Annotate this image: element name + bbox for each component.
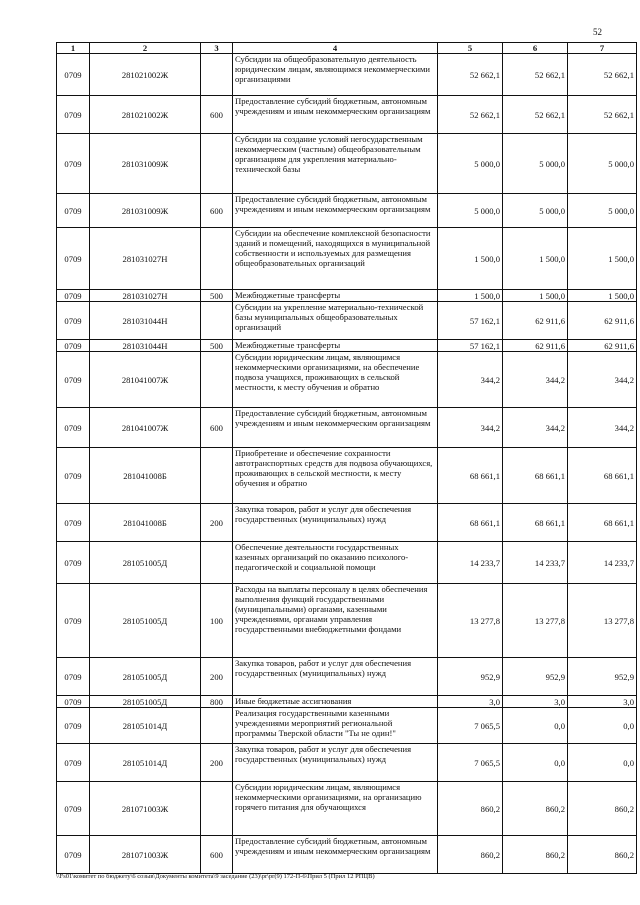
header-col-1: 1 [57, 43, 90, 54]
cell-c3: 500 [201, 340, 233, 352]
cell-c6: 68 661,1 [503, 504, 568, 542]
cell-c5: 344,2 [438, 408, 503, 448]
cell-c5: 5 000,0 [438, 134, 503, 194]
cell-c4: Межбюджетные трансферты [233, 290, 438, 302]
table-row [57, 302, 637, 340]
table-row [57, 352, 637, 408]
cell-c4: Субсидии юридическим лицам, являющимся некоммерческими организациями, на обеспечение подвоза учащихся, проживающих в сельской местности, к месту обучения и обратно [233, 352, 438, 408]
cell-c2: 281031027Н [90, 290, 201, 302]
cell-c7: 860,2 [568, 782, 637, 836]
cell-c1: 0709 [57, 408, 90, 448]
cell-c7: 0,0 [568, 744, 637, 782]
cell-c4: Предоставление субсидий бюджетным, автономным учреждениям и иным некоммерческим организациям [233, 408, 438, 448]
cell-c2: 281051005Д [90, 658, 201, 696]
cell-c2: 281051014Д [90, 708, 201, 744]
cell-c1: 0709 [57, 352, 90, 408]
cell-c1: 0709 [57, 290, 90, 302]
header-col-2: 2 [90, 43, 201, 54]
table-row [57, 744, 637, 782]
cell-c3 [201, 448, 233, 504]
cell-c3 [201, 708, 233, 744]
cell-c5: 1 500,0 [438, 228, 503, 290]
cell-c4: Расходы на выплаты персоналу в целях обеспечения выполнения функций государственными (муниципальными) органами, казенными учреждениями, органами управления государственными внебюджетными фондами [233, 584, 438, 658]
cell-c6: 52 662,1 [503, 54, 568, 96]
table-row [57, 228, 637, 290]
cell-c3: 600 [201, 194, 233, 228]
cell-c3: 200 [201, 744, 233, 782]
header-col-6: 6 [503, 43, 568, 54]
cell-c6: 0,0 [503, 708, 568, 744]
cell-c7: 3,0 [568, 696, 637, 708]
cell-c1: 0709 [57, 658, 90, 696]
cell-c3 [201, 782, 233, 836]
cell-c4: Закупка товаров, работ и услуг для обеспечения государственных (муниципальных) нужд [233, 744, 438, 782]
cell-c1: 0709 [57, 448, 90, 504]
cell-c3 [201, 352, 233, 408]
cell-c7: 68 661,1 [568, 448, 637, 504]
cell-c3: 500 [201, 290, 233, 302]
cell-c7: 952,9 [568, 658, 637, 696]
table-row [57, 290, 637, 302]
table-row [57, 658, 637, 696]
cell-c1: 0709 [57, 836, 90, 874]
cell-c1: 0709 [57, 708, 90, 744]
cell-c4: Иные бюджетные ассигнования [233, 696, 438, 708]
cell-c5: 860,2 [438, 836, 503, 874]
cell-c3 [201, 134, 233, 194]
cell-c4: Субсидии юридическим лицам, являющимся некоммерческими организациями, на организацию горячего питания для обучающихся [233, 782, 438, 836]
table-row [57, 54, 637, 96]
cell-c6: 952,9 [503, 658, 568, 696]
table-row [57, 708, 637, 744]
cell-c2: 281041008Б [90, 504, 201, 542]
cell-c2: 281051005Д [90, 584, 201, 658]
cell-c2: 281031009Ж [90, 134, 201, 194]
cell-c2: 281041007Ж [90, 352, 201, 408]
cell-c6: 14 233,7 [503, 542, 568, 584]
cell-c6: 13 277,8 [503, 584, 568, 658]
cell-c2: 281051014Д [90, 744, 201, 782]
table-row [57, 408, 637, 448]
table-row [57, 96, 637, 134]
cell-c7: 344,2 [568, 352, 637, 408]
cell-c7: 68 661,1 [568, 504, 637, 542]
cell-c1: 0709 [57, 54, 90, 96]
page-number: 52 [593, 27, 602, 37]
header-row [57, 43, 637, 54]
cell-c1: 0709 [57, 194, 90, 228]
cell-c4: Реализация государственными казенными учреждениями мероприятий региональной программы Тверской области "Ты не один!" [233, 708, 438, 744]
cell-c4: Обеспечение деятельности государственных казенных организаций по оказанию психолого-педагогической и социальной помощи [233, 542, 438, 584]
cell-c5: 14 233,7 [438, 542, 503, 584]
cell-c6: 1 500,0 [503, 290, 568, 302]
cell-c2: 281071003Ж [90, 782, 201, 836]
cell-c1: 0709 [57, 134, 90, 194]
budget-table [56, 42, 637, 874]
cell-c4: Приобретение и обеспечение сохранности автотранспортных средств для подвоза обучающихся, проживающих в сельской местности, к месту обучения и обратно [233, 448, 438, 504]
cell-c2: 281041008Б [90, 448, 201, 504]
cell-c2: 281021002Ж [90, 54, 201, 96]
cell-c4: Субсидии на обеспечение комплексной безопасности зданий и помещений, находящихся в муниципальной собственности и используемых для размещения общеобразовательных организаций [233, 228, 438, 290]
cell-c5: 1 500,0 [438, 290, 503, 302]
cell-c7: 5 000,0 [568, 194, 637, 228]
cell-c2: 281031009Ж [90, 194, 201, 228]
cell-c3 [201, 542, 233, 584]
table-row [57, 696, 637, 708]
cell-c3 [201, 54, 233, 96]
cell-c3: 100 [201, 584, 233, 658]
cell-c2: 281031027Н [90, 228, 201, 290]
cell-c6: 5 000,0 [503, 194, 568, 228]
cell-c6: 344,2 [503, 408, 568, 448]
table-row [57, 504, 637, 542]
cell-c7: 5 000,0 [568, 134, 637, 194]
cell-c7: 0,0 [568, 708, 637, 744]
cell-c6: 62 911,6 [503, 340, 568, 352]
cell-c5: 7 065,5 [438, 744, 503, 782]
cell-c4: Закупка товаров, работ и услуг для обеспечения государственных (муниципальных) нужд [233, 658, 438, 696]
cell-c6: 68 661,1 [503, 448, 568, 504]
cell-c1: 0709 [57, 228, 90, 290]
file-path-footer: \\Fs01\комитет по бюджету\6 созыв\Документы комитета\9 заседание (23)\pr\pr(9) 172-П-6\Прил 5 (Прил 12 РПЦВ) [56, 873, 375, 880]
cell-c6: 52 662,1 [503, 96, 568, 134]
cell-c2: 281071003Ж [90, 836, 201, 874]
cell-c5: 13 277,8 [438, 584, 503, 658]
cell-c2: 281051005Д [90, 696, 201, 708]
cell-c6: 3,0 [503, 696, 568, 708]
table-row [57, 782, 637, 836]
cell-c4: Закупка товаров, работ и услуг для обеспечения государственных (муниципальных) нужд [233, 504, 438, 542]
cell-c1: 0709 [57, 302, 90, 340]
cell-c6: 62 911,6 [503, 302, 568, 340]
cell-c2: 281031044Н [90, 340, 201, 352]
cell-c7: 1 500,0 [568, 290, 637, 302]
cell-c4: Субсидии на укрепление материально-технической базы муниципальных общеобразовательных организаций [233, 302, 438, 340]
header-col-7: 7 [568, 43, 637, 54]
cell-c7: 860,2 [568, 836, 637, 874]
table-row [57, 448, 637, 504]
header-col-3: 3 [201, 43, 233, 54]
cell-c5: 52 662,1 [438, 54, 503, 96]
cell-c2: 281051005Д [90, 542, 201, 584]
cell-c3: 200 [201, 658, 233, 696]
table-row [57, 340, 637, 352]
table-row [57, 194, 637, 228]
cell-c6: 344,2 [503, 352, 568, 408]
header-col-5: 5 [438, 43, 503, 54]
cell-c5: 68 661,1 [438, 448, 503, 504]
cell-c1: 0709 [57, 504, 90, 542]
cell-c3 [201, 302, 233, 340]
cell-c3: 600 [201, 408, 233, 448]
cell-c2: 281041007Ж [90, 408, 201, 448]
cell-c1: 0709 [57, 340, 90, 352]
cell-c7: 14 233,7 [568, 542, 637, 584]
cell-c6: 5 000,0 [503, 134, 568, 194]
cell-c5: 52 662,1 [438, 96, 503, 134]
cell-c7: 344,2 [568, 408, 637, 448]
cell-c7: 52 662,1 [568, 96, 637, 134]
cell-c1: 0709 [57, 782, 90, 836]
table-row [57, 584, 637, 658]
cell-c3: 200 [201, 504, 233, 542]
cell-c7: 62 911,6 [568, 302, 637, 340]
cell-c4: Предоставление субсидий бюджетным, автономным учреждениям и иным некоммерческим организациям [233, 194, 438, 228]
cell-c6: 860,2 [503, 836, 568, 874]
cell-c5: 57 162,1 [438, 340, 503, 352]
table-body [57, 54, 637, 874]
cell-c3: 600 [201, 96, 233, 134]
cell-c5: 952,9 [438, 658, 503, 696]
cell-c1: 0709 [57, 96, 90, 134]
cell-c1: 0709 [57, 744, 90, 782]
cell-c4: Предоставление субсидий бюджетным, автономным учреждениям и иным некоммерческим организациям [233, 96, 438, 134]
cell-c6: 1 500,0 [503, 228, 568, 290]
cell-c5: 7 065,5 [438, 708, 503, 744]
table-row [57, 134, 637, 194]
cell-c1: 0709 [57, 542, 90, 584]
cell-c6: 0,0 [503, 744, 568, 782]
cell-c4: Субсидии на создание условий негосударственным некоммерческим (частным) общеобразовательным организациям для укрепления материально-технической базы [233, 134, 438, 194]
cell-c5: 57 162,1 [438, 302, 503, 340]
cell-c5: 3,0 [438, 696, 503, 708]
table-row [57, 836, 637, 874]
cell-c7: 62 911,6 [568, 340, 637, 352]
cell-c6: 860,2 [503, 782, 568, 836]
cell-c3: 800 [201, 696, 233, 708]
cell-c1: 0709 [57, 584, 90, 658]
cell-c5: 68 661,1 [438, 504, 503, 542]
cell-c5: 860,2 [438, 782, 503, 836]
cell-c3: 600 [201, 836, 233, 874]
cell-c5: 5 000,0 [438, 194, 503, 228]
table-row [57, 542, 637, 584]
cell-c2: 281021002Ж [90, 96, 201, 134]
cell-c3 [201, 228, 233, 290]
cell-c7: 52 662,1 [568, 54, 637, 96]
cell-c4: Предоставление субсидий бюджетным, автономным учреждениям и иным некоммерческим организациям [233, 836, 438, 874]
cell-c2: 281031044Н [90, 302, 201, 340]
cell-c5: 344,2 [438, 352, 503, 408]
cell-c7: 13 277,8 [568, 584, 637, 658]
header-col-4: 4 [233, 43, 438, 54]
cell-c7: 1 500,0 [568, 228, 637, 290]
cell-c1: 0709 [57, 696, 90, 708]
cell-c4: Субсидии на общеобразовательную деятельность юридическим лицам, являющимся некоммерческими организациями [233, 54, 438, 96]
cell-c4: Межбюджетные трансферты [233, 340, 438, 352]
